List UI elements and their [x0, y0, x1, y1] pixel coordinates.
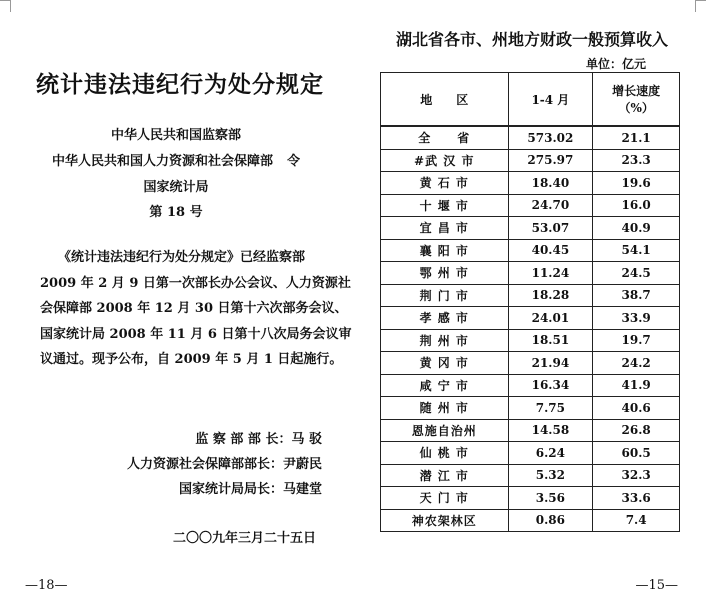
cell-value: 53.07 [508, 217, 593, 240]
cell-growth: 7.4 [593, 509, 680, 532]
cell-region: 黄 冈 市 [381, 352, 509, 375]
cell-value: 6.24 [508, 442, 593, 465]
body-text-line: 2009 年 2 月 9 日第一次部长办公会议、人力资源社 [40, 276, 351, 291]
cell-value: 3.56 [508, 487, 593, 510]
cell-growth: 26.8 [593, 419, 680, 442]
table-row [381, 217, 680, 240]
cell-region: 咸 宁 市 [381, 374, 509, 397]
cell-value: 14.58 [508, 419, 593, 442]
table-row [381, 307, 680, 330]
cell-growth: 21.1 [593, 126, 680, 149]
cell-growth: 16.0 [593, 194, 680, 217]
cell-growth: 24.5 [593, 262, 680, 285]
cell-growth: 60.5 [593, 442, 680, 465]
cell-value: 40.45 [508, 239, 593, 262]
page-number-left: —18— [25, 578, 68, 593]
table-body [381, 126, 680, 532]
order-number: 第 18 号 [149, 205, 203, 220]
header-period: 1-4 月 [508, 73, 593, 127]
cell-growth: 19.6 [593, 172, 680, 195]
cell-value: 16.34 [508, 374, 593, 397]
cell-value: 21.94 [508, 352, 593, 375]
table-row [381, 419, 680, 442]
table-row [381, 239, 680, 262]
cell-region: 随 州 市 [381, 397, 509, 420]
table-row [381, 397, 680, 420]
body-text-line: 会保障部 2008 年 12 月 30 日第十六次部务会议、 [40, 301, 348, 316]
cell-region: 神农架林区 [381, 509, 509, 532]
table-header-row [381, 73, 680, 127]
cell-value: 18.51 [508, 329, 593, 352]
table-row [381, 329, 680, 352]
revenue-table [380, 72, 680, 532]
header-growth [593, 73, 680, 127]
cell-growth: 23.3 [593, 149, 680, 172]
regulation-title: 统计违法违纪行为处分规定 [36, 71, 324, 98]
cell-value: 573.02 [508, 126, 593, 149]
header-region: 地 区 [381, 73, 509, 127]
cell-growth: 24.2 [593, 352, 680, 375]
cell-region: 荆 门 市 [381, 284, 509, 307]
cell-region: 宜 昌 市 [381, 217, 509, 240]
table-row [381, 126, 680, 149]
cell-growth: 19.7 [593, 329, 680, 352]
table-title: 湖北省各市、州地方财政一般预算收入 [396, 30, 669, 49]
cell-region: 黄 石 市 [381, 172, 509, 195]
table-row [381, 464, 680, 487]
signature-statistics-director: 国家统计局局长：马建堂 [178, 482, 322, 497]
table-row [381, 509, 680, 532]
cell-growth: 54.1 [593, 239, 680, 262]
cell-region: 全 省 [381, 126, 509, 149]
cell-growth: 33.6 [593, 487, 680, 510]
cell-region: 潜 江 市 [381, 464, 509, 487]
cell-region: 孝 感 市 [381, 307, 509, 330]
table-row [381, 172, 680, 195]
cell-value: 24.70 [508, 194, 593, 217]
right-page [352, 0, 706, 604]
cell-region: 恩施自治州 [381, 419, 509, 442]
cell-region: 仙 桃 市 [381, 442, 509, 465]
cell-region: #武 汉 市 [381, 149, 509, 172]
body-text-line: 国家统计局 2008 年 11 月 6 日第十八次局务会议审 [40, 327, 352, 342]
cell-region: 十 堰 市 [381, 194, 509, 217]
table-row [381, 194, 680, 217]
cell-growth: 41.9 [593, 374, 680, 397]
cell-value: 275.97 [508, 149, 593, 172]
cell-value: 0.86 [508, 509, 593, 532]
table-row [381, 442, 680, 465]
header-growth-unit: （%） [618, 101, 654, 115]
cell-growth: 33.9 [593, 307, 680, 330]
left-page [0, 0, 352, 604]
page-number-right: —15— [635, 578, 678, 593]
issuer-statistics-bureau: 国家统计局 [143, 180, 209, 195]
cell-value: 5.32 [508, 464, 593, 487]
cell-value: 11.24 [508, 262, 593, 285]
cell-region: 荆 州 市 [381, 329, 509, 352]
table-row [381, 374, 680, 397]
table-row [381, 352, 680, 375]
body-text-line: 《统计违法违纪行为处分规定》已经监察部 [58, 250, 306, 265]
header-growth-label: 增长速度 [612, 84, 661, 98]
table-row [381, 262, 680, 285]
signature-minister-supervision: 监 察 部 部 长：马 驳 [195, 432, 322, 447]
cell-growth: 32.3 [593, 464, 680, 487]
cell-region: 天 门 市 [381, 487, 509, 510]
cell-region: 襄 阳 市 [381, 239, 509, 262]
unit-label: 单位：亿元 [586, 57, 647, 71]
issue-date: 二〇〇九年三月二十五日 [172, 531, 316, 546]
issuer-ministry-of-supervision: 中华人民共和国监察部 [110, 128, 241, 143]
cell-growth: 40.9 [593, 217, 680, 240]
order-word: 令 [287, 154, 301, 169]
table-row [381, 284, 680, 307]
issuer-line-hr-ministry [0, 150, 352, 169]
table-row [381, 149, 680, 172]
cell-region: 鄂 州 市 [381, 262, 509, 285]
table-row [381, 487, 680, 510]
cell-value: 18.40 [508, 172, 593, 195]
cell-value: 18.28 [508, 284, 593, 307]
signature-minister-hr: 人力资源社会保障部部长：尹蔚民 [126, 457, 322, 472]
cell-value: 24.01 [508, 307, 593, 330]
cell-value: 7.75 [508, 397, 593, 420]
body-text-line: 议通过。现予公布，自 2009 年 5 月 1 日起施行。 [40, 352, 343, 367]
issuer-hr-ministry: 中华人民共和国人力资源和社会保障部 [51, 154, 273, 169]
cell-growth: 38.7 [593, 284, 680, 307]
cell-growth: 40.6 [593, 397, 680, 420]
